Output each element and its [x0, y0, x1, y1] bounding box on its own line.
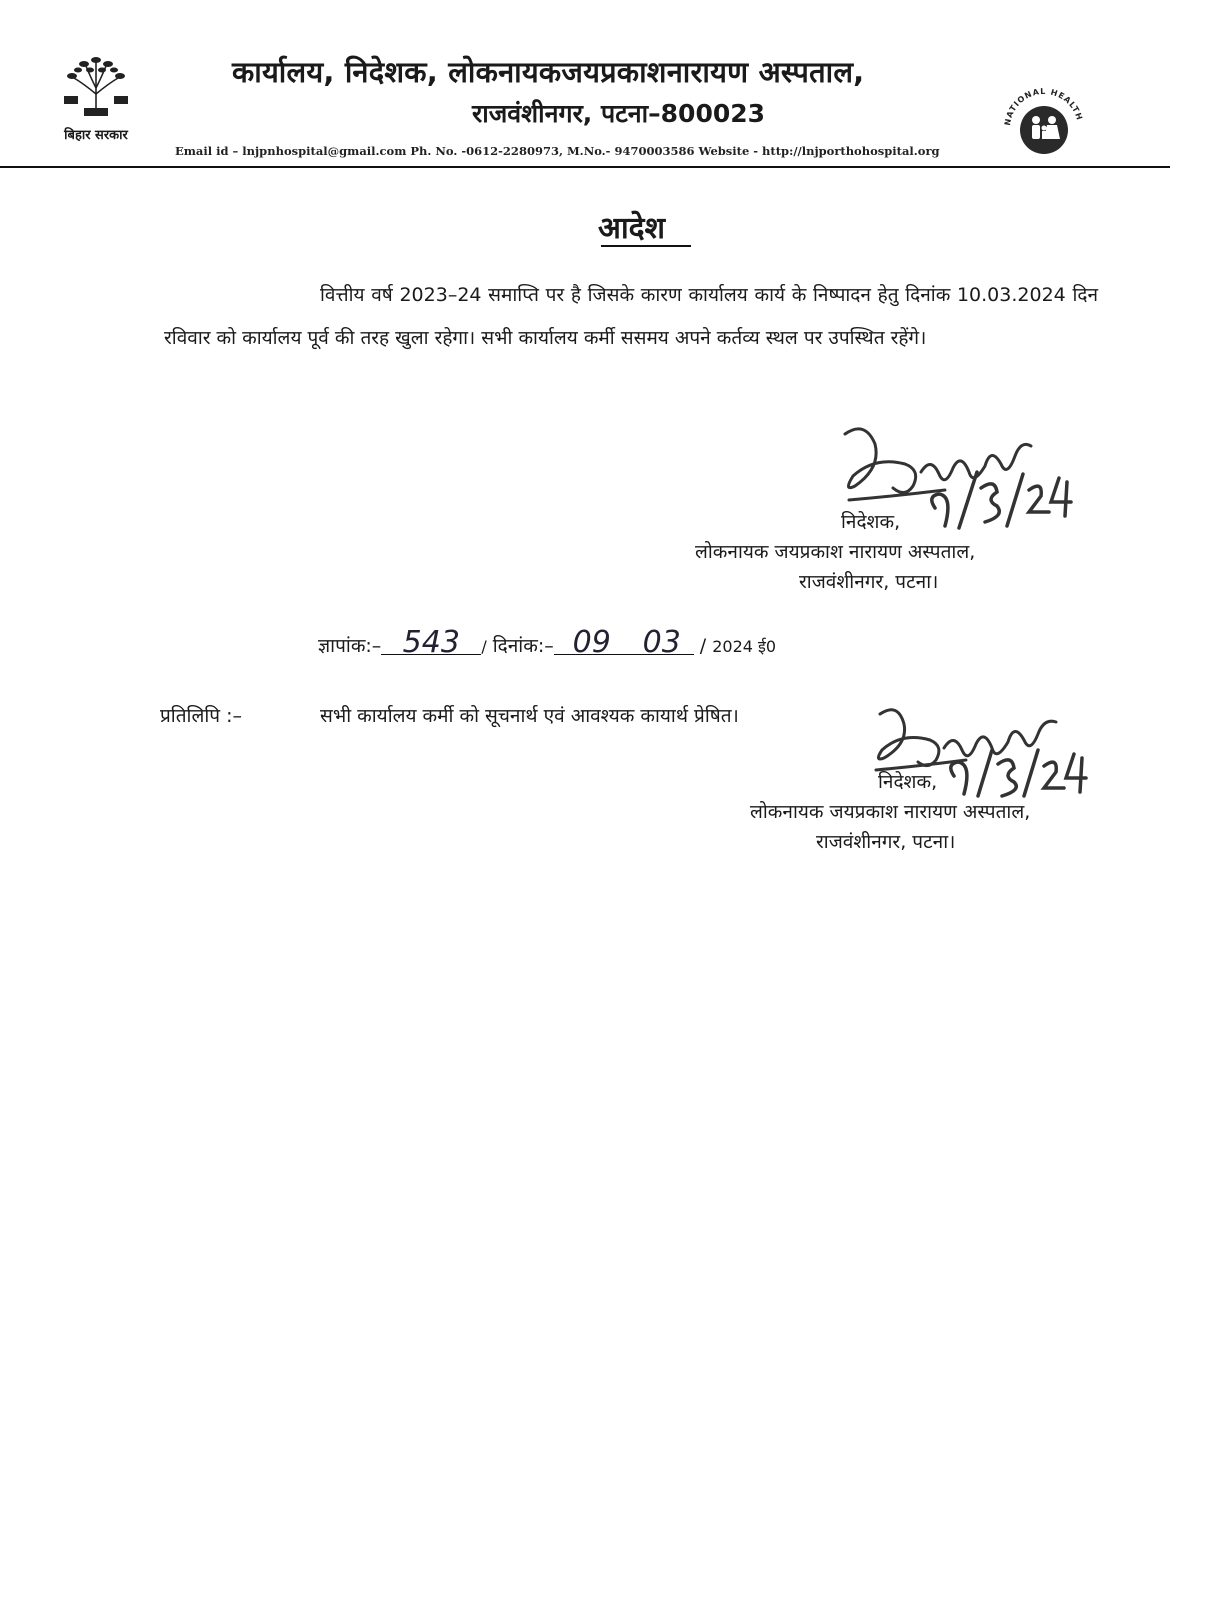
order-heading: आदेश: [598, 211, 665, 246]
signatory-hospital: लोकनायक जयप्रकाश नारायण अस्पताल,: [750, 801, 1031, 823]
order-line-3: अपने कर्तव्य स्थल पर उपस्थित रहेंगे।: [674, 327, 927, 349]
separator: /: [481, 637, 487, 656]
signatory-place: राजवंशीनगर, पटना।: [799, 571, 939, 593]
header-divider: [0, 166, 1170, 168]
bodhi-tree-icon: [56, 54, 136, 120]
nhm-logo: [998, 76, 1090, 172]
signatory-designation: निदेशक,: [878, 771, 938, 793]
date-year: 2024 ई0: [712, 637, 777, 656]
letter-number-label: ज्ञापांक:–: [318, 635, 382, 657]
date-month-value: 03: [630, 632, 694, 655]
office-title: कार्यालय, निदेशक, लोकनायकजयप्रकाशनारायण अस्पताल,: [232, 55, 865, 89]
order-body: [164, 274, 1098, 360]
order-line-2: दिनांक 10.03.2024 दिन रविवार को कार्यालय पूर्व की तरह खुला रहेगा। सभी कार्यालय कर्मी ससमय: [164, 284, 1098, 349]
bihar-government-emblem: [48, 54, 144, 144]
emblem-caption: बिहार सरकार: [64, 128, 128, 143]
date-label: दिनांक:–: [492, 635, 554, 657]
signatory-hospital: लोकनायक जयप्रकाश नारायण अस्पताल,: [695, 541, 976, 563]
signatory-designation: निदेशक,: [841, 511, 901, 533]
signatory-place: राजवंशीनगर, पटना।: [816, 831, 956, 853]
copy-text: सभी कार्यालय कर्मी को सूचनार्थ एवं आवश्यक कायार्थ प्रेषित।: [320, 705, 739, 727]
heading-underline: [601, 245, 691, 247]
reference-line: [318, 625, 777, 660]
separator: /: [699, 635, 713, 657]
letter-number-value: 543: [381, 632, 481, 655]
copy-label: प्रतिलिपि :–: [160, 705, 243, 727]
svg-text:NATIONAL HEALTH MISSION: NATIONAL HEALTH: [1002, 86, 1085, 127]
national-health-mission-icon: [998, 76, 1090, 168]
order-line-1: वित्तीय वर्ष 2023–24 समाप्ति पर है जिसके कारण कार्यालय कार्य के निष्पादन हेतु: [320, 284, 899, 306]
contact-line: Email id – lnjpnhospital@gmail.com Ph. No. -0612-2280973, M.No.- 9470003586 Website - http://lnjporthohospital.org: [175, 144, 940, 158]
date-day-value: 09: [554, 632, 630, 655]
office-address: राजवंशीनगर, पटना–800023: [472, 99, 766, 128]
